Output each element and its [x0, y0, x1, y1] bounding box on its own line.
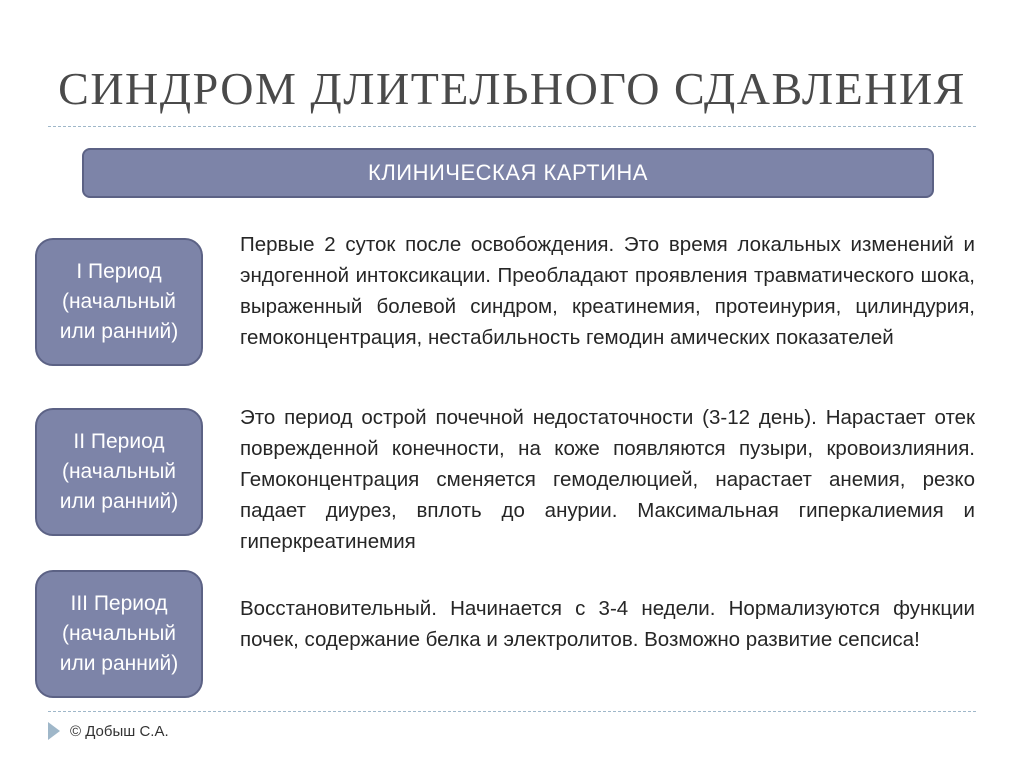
footer-author: © Добыш С.А. — [70, 722, 169, 740]
slide-title: СИНДРОМ ДЛИТЕЛЬНОГО СДАВЛЕНИЯ — [58, 63, 966, 114]
period-3-name: III Период — [70, 592, 168, 615]
period-1-subtitle-2: или ранний) — [59, 320, 179, 343]
period-1-text: Первые 2 суток после освобождения. Это время локальных изменений и эндогенной интоксикации. Преобладают проявления травматического шока, выраженный болевой синдром, креатинемия, протеинурия, цилиндурия, гемоконцентрация, нестабильность гемодин амических показателей — [240, 233, 975, 349]
period-3-box — [35, 570, 203, 698]
period-1-box — [35, 238, 203, 366]
top-divider — [48, 126, 976, 127]
period-1-subtitle-1: (начальный — [61, 290, 177, 313]
section-header: КЛИНИЧЕСКАЯ КАРТИНА — [82, 148, 934, 198]
period-2-text: Это период острой почечной недостаточности (3-12 день). Нарастает отек поврежденной конечности, на коже появляются пузыри, кровоизлияния. Гемоконцентрация сменяется гемоделюцией, нарастает анемия, резко падает диурез, вплоть до анурии. Максимальная гиперкалиемия и гиперкреатинемия — [240, 406, 975, 553]
period-3-subtitle-2: или ранний) — [59, 652, 179, 675]
period-3-text: Восстановительный. Начинается с 3-4 недели. Нормализуются функции почек, содержание белка и электролитов. Возможно развитие сепсиса! — [240, 597, 975, 651]
period-2-subtitle-1: (начальный — [61, 460, 177, 483]
bottom-divider — [48, 711, 976, 712]
triangle-bullet-icon — [48, 722, 60, 740]
footer — [48, 722, 169, 740]
period-1-name: I Период — [76, 260, 162, 283]
period-2-subtitle-2: или ранний) — [59, 490, 179, 513]
period-3-subtitle-1: (начальный — [61, 622, 177, 645]
period-2-name: II Период — [73, 430, 165, 453]
period-2-box — [35, 408, 203, 536]
